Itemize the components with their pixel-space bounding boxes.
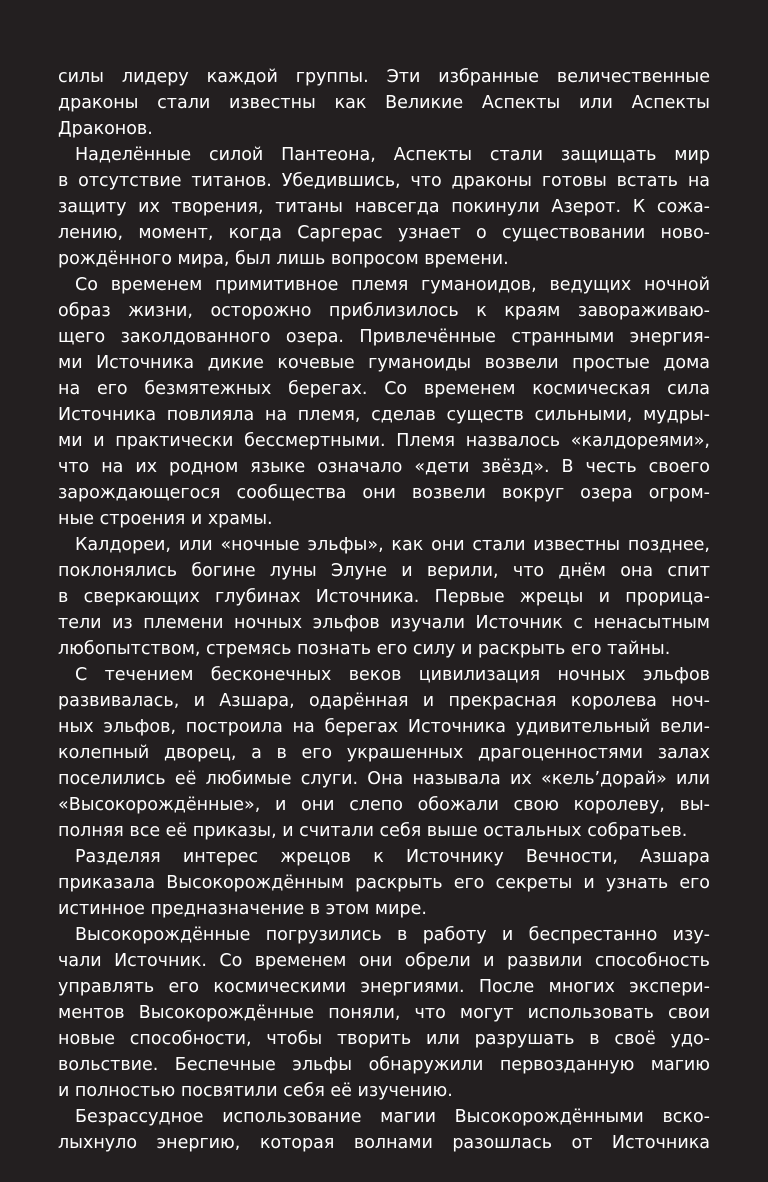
text-line: что на их родном языке означало «дети звёзд». В честь своего bbox=[58, 457, 710, 477]
text-line: ных эльфов, построила на берегах Источника удивительный вели- bbox=[58, 717, 710, 737]
text-line: Разделяя интерес жрецов к Источнику Вечности, Азшара bbox=[75, 847, 710, 867]
text-line: в отсутствие титанов. Убедившись, что драконы готовы встать на bbox=[58, 171, 710, 191]
text-line: защиту их творения, титаны навсегда покинули Азерот. К сожа- bbox=[58, 197, 710, 217]
text-line: ные строения и храмы. bbox=[58, 509, 273, 529]
paragraph-p1 bbox=[58, 64, 710, 142]
text-line: развивалась, и Азшара, одарённая и прекрасная королева ноч- bbox=[58, 691, 710, 711]
text-line: управлять его космическими энергиями. После многих экспери- bbox=[58, 977, 710, 997]
text-line: колепный дворец, а в его украшенных драгоценностями залах bbox=[58, 743, 710, 763]
paragraph-p5 bbox=[58, 662, 710, 844]
text-line: ментов Высокорождённые поняли, что могут использовать свои bbox=[58, 1003, 710, 1023]
text-line: рождённого мира, был лишь вопросом времени. bbox=[58, 249, 509, 269]
text-line: любопытством, стремясь познать его силу и раскрыть его тайны. bbox=[58, 639, 671, 659]
paragraph-p6 bbox=[58, 844, 710, 922]
paragraph-p7 bbox=[58, 922, 710, 1104]
text-line: полняя все её приказы, и считали себя выше остальных собратьев. bbox=[58, 821, 688, 841]
text-line: приказала Высокорождённым раскрыть его секреты и узнать его bbox=[58, 873, 710, 893]
text-line: силы лидеру каждой группы. Эти избранные величественные bbox=[58, 67, 710, 87]
paragraph-p8 bbox=[58, 1104, 710, 1156]
text-line: чали Источник. Со временем они обрели и развили способность bbox=[58, 951, 710, 971]
text-line: вольствие. Беспечные эльфы обнаружили первозданную магию bbox=[58, 1055, 710, 1075]
text-line: истинное предназначение в этом мире. bbox=[58, 899, 427, 919]
text-line: поселились её любимые слуги. Она называла их «кель’дорай» или bbox=[58, 769, 710, 789]
book-page-text bbox=[58, 64, 710, 1156]
text-line: щего заколдованного озера. Привлечённые странными энергия- bbox=[58, 327, 710, 347]
text-line: и полностью посвятили себя её изучению. bbox=[58, 1081, 453, 1101]
paragraph-p4 bbox=[58, 532, 710, 662]
text-line: новые способности, чтобы творить или разрушать в своё удо- bbox=[58, 1029, 710, 1049]
text-line: лыхнуло энергию, которая волнами разошлась от Источника bbox=[58, 1133, 710, 1153]
text-line: ми Источника дикие кочевые гуманоиды возвели простые дома bbox=[58, 353, 710, 373]
paragraph-p3 bbox=[58, 272, 710, 532]
text-line: Высокорождённые погрузились в работу и беспрестанно изу- bbox=[75, 925, 710, 945]
text-line: Наделённые силой Пантеона, Аспекты стали защищать мир bbox=[75, 145, 710, 165]
text-line: зарождающегося сообщества они возвели вокруг озера огром- bbox=[58, 483, 710, 503]
text-line: Драконов. bbox=[58, 119, 153, 139]
text-line: на его безмятежных берегах. Со временем космическая сила bbox=[58, 379, 710, 399]
text-line: в сверкающих глубинах Источника. Первые жрецы и прорица- bbox=[58, 587, 710, 607]
text-line: тели из племени ночных эльфов изучали Источник с ненасытным bbox=[58, 613, 710, 633]
text-line: Со временем примитивное племя гуманоидов, ведущих ночной bbox=[75, 275, 710, 295]
text-line: поклонялись богине луны Элуне и верили, что днём она спит bbox=[58, 561, 710, 581]
text-line: Калдореи, или «ночные эльфы», как они стали известны позднее, bbox=[75, 535, 710, 555]
text-line: образ жизни, осторожно приблизилось к краям завораживаю- bbox=[58, 301, 710, 321]
text-line: ми и практически бессмертными. Племя назвалось «калдореями», bbox=[58, 431, 710, 451]
text-line: Безрассудное использование магии Высокорождёнными вско- bbox=[75, 1107, 710, 1127]
text-line: С течением бесконечных веков цивилизация ночных эльфов bbox=[75, 665, 710, 685]
text-line: лению, момент, когда Саргерас узнает о существовании ново- bbox=[58, 223, 710, 243]
text-line: «Высокорождённые», и они слепо обожали свою королеву, вы- bbox=[58, 795, 710, 815]
text-line: Источника повлияла на племя, сделав существ сильными, мудры- bbox=[58, 405, 710, 425]
text-line: драконы стали известны как Великие Аспекты или Аспекты bbox=[58, 93, 710, 113]
paragraph-p2 bbox=[58, 142, 710, 272]
